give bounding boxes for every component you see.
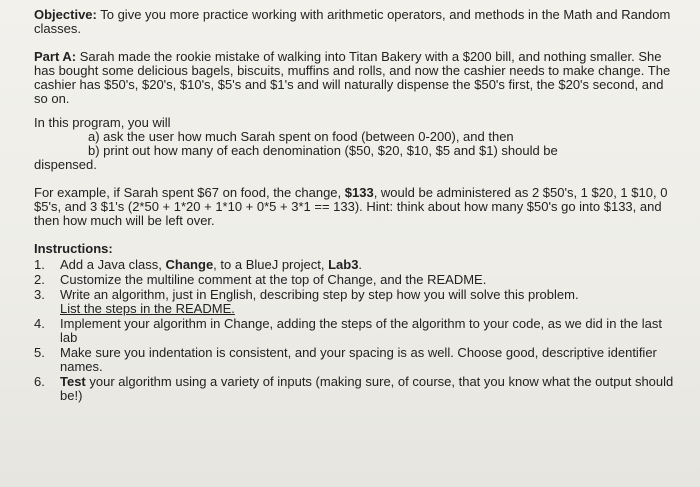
part-a-text: Sarah made the rookie mistake of walking into Titan Bakery with a $200 bill, and nothing smaller. She has bought some delicious bagels, biscuits, muffins and rolls, and now the cashier needs to make change. The cashier has $50's, $20's, $10's, $5's and $1's and will naturally dispense the $50's first, the $20's second, and so on.: [34, 49, 671, 106]
program-item-b: b) print out how many of each denomination ($50, $20, $10, $5 and $1) should be: [88, 143, 558, 158]
step-text-rest: your algorithm using a variety of inputs (making sure, of course, that you know what the output should be!): [60, 374, 674, 403]
step-text: Make sure you indentation is consistent, and your spacing is as well. Choose good, descriptive identifier names.: [60, 345, 657, 374]
step-text-pre: Add a Java class,: [60, 257, 166, 272]
step-text: [60, 375, 680, 403]
part-a-paragraph: [34, 50, 680, 106]
objective-text: To give you more practice working with arithmetic operators, and methods in the Math and Random classes.: [34, 7, 671, 36]
instruction-step: [34, 375, 680, 403]
program-description: [34, 116, 680, 172]
part-a-label: Part A:: [34, 49, 77, 64]
objective-paragraph: [34, 8, 680, 36]
step-number: 1.: [34, 257, 45, 272]
step-text-underlined: List the steps in the README.: [60, 301, 235, 316]
step-text-mid: , to a BlueJ project,: [213, 257, 329, 272]
step-number: 6.: [34, 374, 45, 389]
instructions-heading: Instructions:: [34, 241, 113, 256]
step-text: [60, 258, 680, 272]
instruction-step: [34, 317, 680, 345]
instruction-step: [34, 288, 680, 316]
objective-label: Objective:: [34, 7, 97, 22]
instructions-list: [34, 258, 680, 403]
example-paragraph: [34, 186, 680, 228]
instruction-step: [34, 273, 680, 287]
step-number: 5.: [34, 345, 45, 360]
step-project-name: Lab3: [328, 257, 359, 272]
program-item-b-continuation: dispensed.: [34, 157, 97, 172]
step-number: 3.: [34, 287, 45, 302]
program-item-a: a) ask the user how much Sarah spent on food (between 0-200), and then: [88, 129, 514, 144]
step-text-main: Write an algorithm, just in English, describing step by step how you will solve this problem.: [60, 287, 579, 302]
step-text: [60, 288, 680, 316]
step-text-post: .: [358, 257, 363, 272]
example-amount: $133: [344, 185, 374, 200]
step-class-name: Change: [165, 257, 214, 272]
example-text-before: For example, if Sarah spent $67 on food, the change,: [34, 185, 345, 200]
instruction-step: [34, 258, 680, 272]
step-text: Customize the multiline comment at the top of Change, and the README.: [60, 272, 487, 287]
step-text-bold: Test: [60, 374, 86, 389]
example-text-after: , would be administered as 2 $50's, 1 $20, 1 $10, 0 $5's, and 3 $1's (2*50 + 1*20 + 1*10 + 0*5 + 3*1 == 133). Hint: think about how many $50's go into $133, and then how much will be left over.: [34, 185, 668, 228]
step-number: 2.: [34, 272, 45, 287]
instructions-section: [34, 242, 680, 403]
step-number: 4.: [34, 316, 45, 331]
instruction-step: [34, 346, 680, 374]
program-intro: In this program, you will: [34, 115, 171, 130]
step-text: Implement your algorithm in Change, adding the steps of the algorithm to your code, as we did in the last lab: [60, 316, 662, 345]
